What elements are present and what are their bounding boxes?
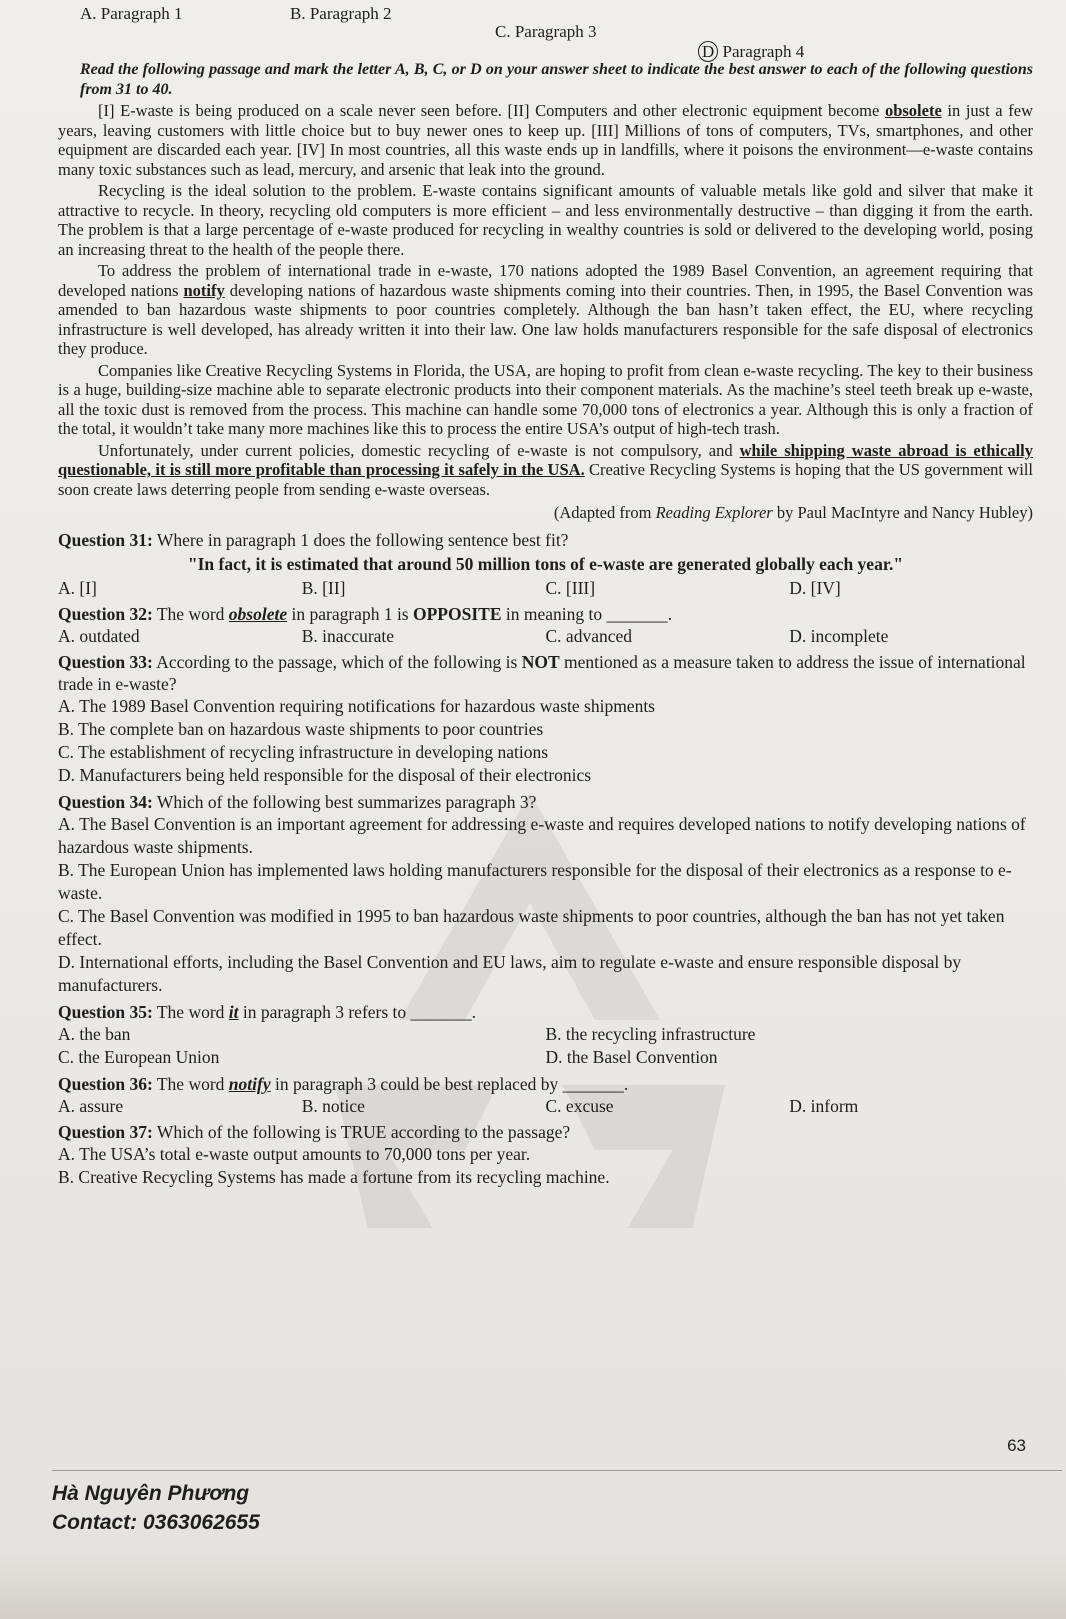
q32-option-d[interactable]: D. incomplete (789, 625, 889, 646)
bottom-shadow (0, 1555, 1066, 1619)
q32-option-a[interactable]: A. outdated (58, 625, 140, 646)
q36-option-b[interactable]: B. notice (301, 1095, 365, 1116)
question-36: Question 36: The word notify in paragraph 3 could be best replaced by _______. A. assure B. notice C. excuse D. inform (58, 1073, 1033, 1117)
author-name: Hà Nguyên Phương (52, 1482, 250, 1505)
q34-option-b[interactable]: B. The European Union has implemented laws holding manufacturers responsible for the disposal of their electronics as a response to e-waste. (58, 859, 1012, 903)
q36-option-a[interactable]: A. assure (58, 1095, 124, 1116)
q31-options (58, 577, 1033, 599)
q37-option-b[interactable]: B. Creative Recycling Systems has made a fortune from its recycling machine. (58, 1166, 610, 1187)
contact-info: Contact: 0363062655 (52, 1511, 260, 1534)
q32-options (58, 625, 1033, 647)
q31-option-b[interactable]: B. [II] (301, 577, 346, 598)
q36-options (58, 1095, 1033, 1117)
word-notify: notify (183, 280, 225, 300)
q32-option-c[interactable]: C. advanced (545, 625, 632, 646)
question-35: Question 35: The word it in paragraph 3 refers to _______. A. the ban B. the recycling infrastructure C. the European Union D. the Basel Convention (58, 1001, 1033, 1069)
paragraph-2: Recycling is the ideal solution to the problem. E-waste contains significant amounts of valuable metals like gold and silver that make it attractive to recycle. In theory, recycling old computers is more efficient – and less environmentally destructive – than digging it from the earth. The problem is that a large percentage of e-waste produced for recycling in wealthy countries is sold or delivered to the developing world, posing an increasing threat to the health of the people there. (58, 181, 1033, 259)
q35-options-row-2 (58, 1046, 1033, 1069)
prev-option-d: D Paragraph 4 (698, 42, 804, 62)
q32-option-b[interactable]: B. inaccurate (301, 625, 395, 646)
prev-option-b: B. Paragraph 2 (290, 4, 392, 23)
passage-and-questions (58, 60, 1033, 1189)
paragraph-4: Companies like Creative Recycling Systems in Florida, the USA, are hoping to profit from clean e-waste recycling. The key to their business is a huge, building-size machine able to separate electronic products into their component materials. As the machine’s steel teeth break up e-waste, all the toxic dust is removed from the process. This machine can handle some 70,000 tons of electronics a year. Although this is only a fraction of the total, it wouldn’t take many more machines like this to process the entire USA’s output of high-tech trash. (58, 360, 1033, 438)
q36-option-c[interactable]: C. excuse (545, 1095, 614, 1116)
q33-option-c[interactable]: C. The establishment of recycling infrastructure in developing nations (58, 741, 549, 762)
q34-option-c[interactable]: C. The Basel Convention was modified in 1995 to ban hazardous waste shipments to poor countries, although the ban has not yet taken effect. (58, 905, 1005, 949)
circled-answer-d: D (698, 41, 718, 62)
source-citation: (Adapted from Reading Explorer by Paul MacIntyre and Nancy Hubley) (553, 503, 1033, 522)
prev-option-a: A. Paragraph 1 (80, 4, 183, 23)
q34-option-a[interactable]: A. The Basel Convention is an important agreement for addressing e-waste and requires developed nations to notify developing nations of hazardous waste shipments. (58, 813, 1026, 857)
question-31: Question 31: Where in paragraph 1 does the following sentence best fit? "In fact, it is estimated that around 50 million tons of e-waste are generated globally each year." A. [I] B. [II] C. [III] D. [IV] (58, 529, 1033, 599)
q36-option-d[interactable]: D. inform (789, 1095, 859, 1116)
paragraph-3: To address the problem of international trade in e-waste, 170 nations adopted the 1989 Basel Convention, an agreement requiring that developed nations notify developing nations of hazardous waste shipments coming into their countries. Then, in 1995, the Basel Convention was amended to ban hazardous waste shipments to poor countries completely. Although the ban hasn’t taken effect, the EU, where recycling infrastructure is well developed, has already written it into their law. One law holds manufacturers responsible for the safe disposal of electronics they produce. (58, 261, 1034, 358)
q34-option-d[interactable]: D. International efforts, including the Basel Convention and EU laws, aim to regulate e-waste and ensure responsible disposal by manufacturers. (58, 951, 962, 995)
paragraph-5: Unfortunately, under current policies, domestic recycling of e-waste is not compulsory, and while shipping waste abroad is ethically questionable, it is still more profitable than processing it safely in the USA. Creative Recycling Systems is hoping that the US government will soon create laws deterring people from sending e-waste overseas. (58, 440, 1034, 499)
q31-quote: "In fact, it is estimated that around 50 million tons of e-waste are generated globally each year." (187, 553, 904, 574)
q35-option-b[interactable]: B. the recycling infrastructure (545, 1023, 756, 1044)
prev-option-c: C. Paragraph 3 (495, 22, 597, 41)
underlined-sentence: while shipping waste abroad is ethically questionable, it is still more profitable than processing it safely in the USA. (58, 440, 1033, 479)
q33-option-d[interactable]: D. Manufacturers being held responsible for the disposal of their electronics (58, 764, 592, 785)
question-32: Question 32: The word obsolete in paragraph 1 is OPPOSITE in meaning to _______. A. outdated B. inaccurate C. advanced D. incomplete (58, 603, 1033, 647)
q35-options-row-1 (58, 1023, 1033, 1046)
paragraph-1: [I] E-waste is being produced on a scale never seen before. [II] Computers and other electronic equipment become obsolete in just a few years, leaving customers with little choice but to buy newer ones to keep up. [III] Millions of tons of computers, TVs, smartphones, and other equipment are discarded each year. [IV] In most countries, all this waste ends up in landfills, where it poisons the environment—e-waste contains many toxic substances such as lead, mercury, and arsenic that leak into the ground. (58, 101, 1033, 179)
q35-option-c[interactable]: C. the European Union (58, 1046, 220, 1067)
page-number: 63 (1007, 1436, 1026, 1455)
q35-option-d[interactable]: D. the Basel Convention (545, 1046, 718, 1067)
word-obsolete: obsolete (884, 101, 942, 120)
q33-option-b[interactable]: B. The complete ban on hazardous waste shipments to poor countries (58, 718, 544, 739)
question-34: Question 34: Which of the following best summarizes paragraph 3? A. The Basel Convention is an important agreement for addressing e-waste and requires developed nations to notify developing nations of hazardous waste shipments. B. The European Union has implemented laws holding manufacturers responsible for the disposal of their electronics as a response to e-waste. C. The Basel Convention was modified in 1995 to ban hazardous waste shipments to poor countries, although the ban has not yet taken effect. D. International efforts, including the Basel Convention and EU laws, aim to regulate e-waste and ensure responsible disposal by manufacturers. (58, 791, 1033, 997)
question-37: Question 37: Which of the following is TRUE according to the passage? A. The USA’s total e-waste output amounts to 70,000 tons per year. B. Creative Recycling Systems has made a fortune from its recycling machine. (58, 1121, 1033, 1189)
question-33: Question 33: According to the passage, which of the following is NOT mentioned as a measure taken to address the issue of international trade in e-waste? A. The 1989 Basel Convention requiring notifications for hazardous waste shipments B. The complete ban on hazardous waste shipments to poor countries C. The establishment of recycling infrastructure in developing nations D. Manufacturers being held responsible for the disposal of their electronics (58, 651, 1033, 787)
q31-option-a[interactable]: A. [I] (58, 577, 97, 598)
q31-option-d[interactable]: D. [IV] (789, 577, 841, 598)
q35-option-a[interactable]: A. the ban (58, 1023, 131, 1044)
q31-option-c[interactable]: C. [III] (545, 577, 596, 598)
footer-divider (52, 1470, 1062, 1471)
q37-option-a[interactable]: A. The USA’s total e-waste output amounts to 70,000 tons per year. (58, 1143, 531, 1164)
q33-option-a[interactable]: A. The 1989 Basel Convention requiring notifications for hazardous waste shipments (58, 695, 655, 716)
instruction-text: Read the following passage and mark the letter A, B, C, or D on your answer sheet to indicate the best answer to each of the following questions from 31 to 40. (80, 61, 1034, 98)
